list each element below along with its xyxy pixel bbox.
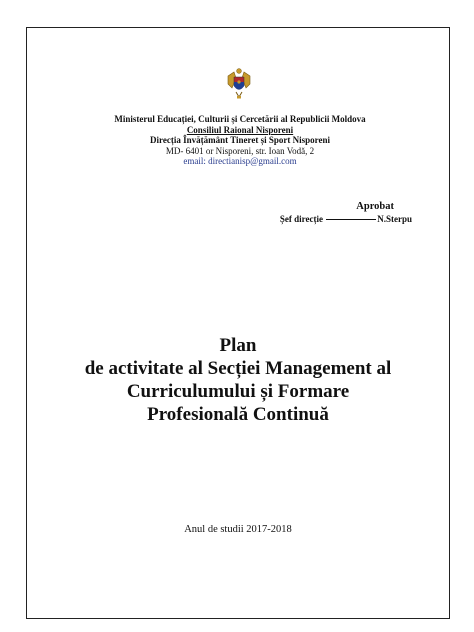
title-line-2: de activitate al Secției Management al — [84, 358, 392, 379]
institution-header — [60, 114, 420, 167]
email-line[interactable]: email: directianisp@gmail.com — [183, 156, 297, 166]
signature-line — [280, 213, 412, 226]
approved-label: Aprobat — [356, 201, 394, 212]
address-line: MD- 6401 or Nisporeni, str. Ioan Vodă, 2 — [165, 145, 315, 156]
head-name: N.Sterpu — [377, 214, 412, 224]
signature-blank — [326, 219, 376, 220]
document-title — [40, 334, 436, 426]
directorate-name: Direcția Învățământ Tineret și Sport Nisporeni — [150, 135, 330, 145]
head-label: Șef direcție — [279, 214, 323, 224]
approval-block — [280, 200, 412, 226]
council-name: Consiliul Raional Nisporeni — [186, 124, 294, 135]
school-year: Anul de studii 2017-2018 — [184, 524, 292, 535]
ministry-name: Ministerul Educației, Culturii și Cercetării al Republicii Moldova — [114, 114, 366, 124]
title-line-4: Profesională Continuă — [147, 404, 329, 425]
moldova-coat-of-arms-icon — [226, 66, 252, 100]
title-line-3: Curriculumului și Formare — [126, 381, 350, 402]
title-line-1: Plan — [219, 335, 257, 356]
